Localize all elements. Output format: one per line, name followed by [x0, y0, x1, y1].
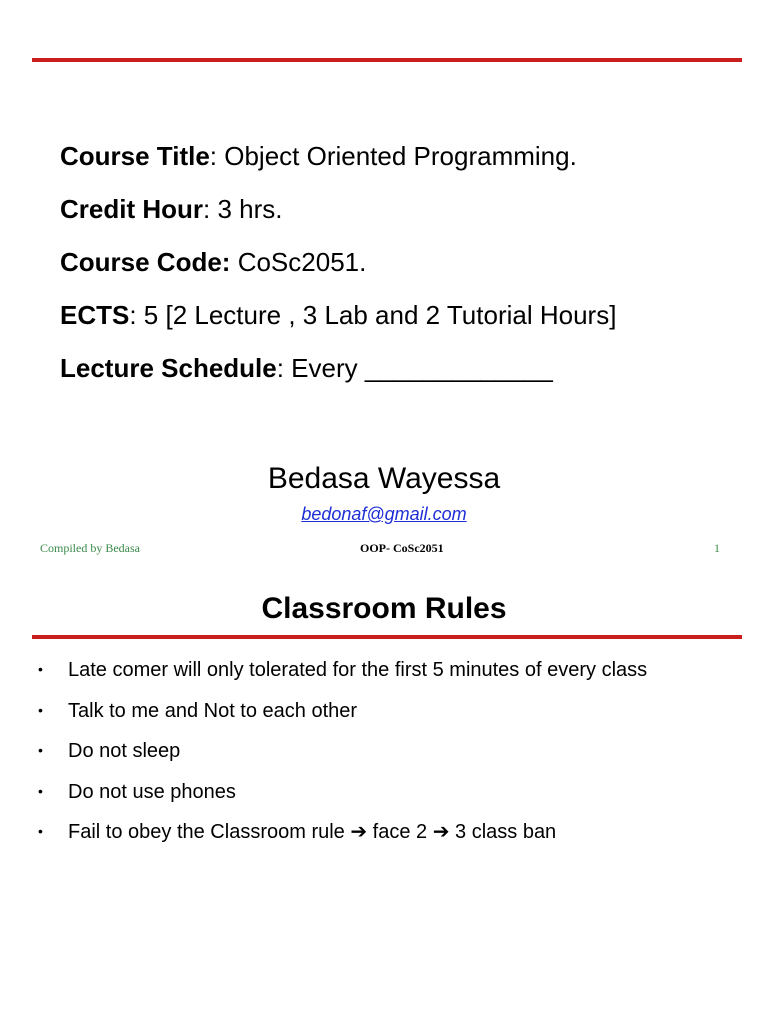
- slide-title: Classroom Rules: [261, 592, 507, 625]
- course-code-value: CoSc2051.: [230, 247, 367, 277]
- rules-list: [38, 654, 647, 857]
- list-item: [38, 654, 647, 695]
- footer-page-number: 1: [714, 541, 720, 555]
- slide-2: [0, 570, 768, 1024]
- credit-hour-value: : 3 hrs.: [203, 194, 283, 224]
- list-item: [38, 695, 647, 736]
- bullet-icon: •: [38, 823, 43, 839]
- footer-course-code: OOP- CoSc2051: [360, 541, 444, 555]
- ects-value: : 5 [2 Lecture , 3 Lab and 2 Tutorial Hours]: [129, 300, 617, 330]
- rule-text: Talk to me and Not to each other: [68, 699, 358, 722]
- ects-row: [60, 289, 616, 342]
- bullet-icon: •: [38, 742, 43, 758]
- title-accent-bar: [32, 635, 742, 639]
- credit-hour-label: Credit Hour: [60, 194, 203, 224]
- bullet-icon: •: [38, 782, 43, 799]
- credit-hour-row: [60, 183, 616, 236]
- schedule-row: [60, 342, 616, 395]
- rule-text: Fail to obey the Classroom rule ➔ face 2 ➔ 3 class ban: [68, 821, 557, 843]
- ects-label: ECTS: [60, 300, 130, 330]
- rule-text: Do not sleep: [68, 740, 181, 762]
- course-title-label: Course Title: [60, 141, 210, 171]
- rule-text: Do not use phones: [68, 780, 236, 803]
- top-accent-bar: [32, 58, 742, 62]
- footer-compiled-by: Compiled by Bedasa: [40, 541, 140, 555]
- schedule-label: Lecture Schedule: [60, 353, 277, 383]
- course-code-label: Course Code:: [60, 247, 231, 277]
- bullet-icon: •: [38, 701, 43, 718]
- course-code-row: [60, 236, 616, 289]
- schedule-value: : Every _____________: [276, 353, 553, 383]
- author-email-link[interactable]: bedonaf@gmail.com: [301, 504, 467, 524]
- course-info: [60, 130, 616, 395]
- course-title-row: [60, 130, 616, 183]
- course-title-value: : Object Oriented Programming.: [209, 141, 577, 171]
- bullet-icon: •: [38, 661, 43, 677]
- list-item: [38, 735, 647, 776]
- list-item: [38, 816, 647, 857]
- rule-text: Late comer will only tolerated for the first 5 minutes of every class: [68, 659, 648, 681]
- author-name: Bedasa Wayessa: [267, 462, 501, 495]
- list-item: [38, 776, 647, 817]
